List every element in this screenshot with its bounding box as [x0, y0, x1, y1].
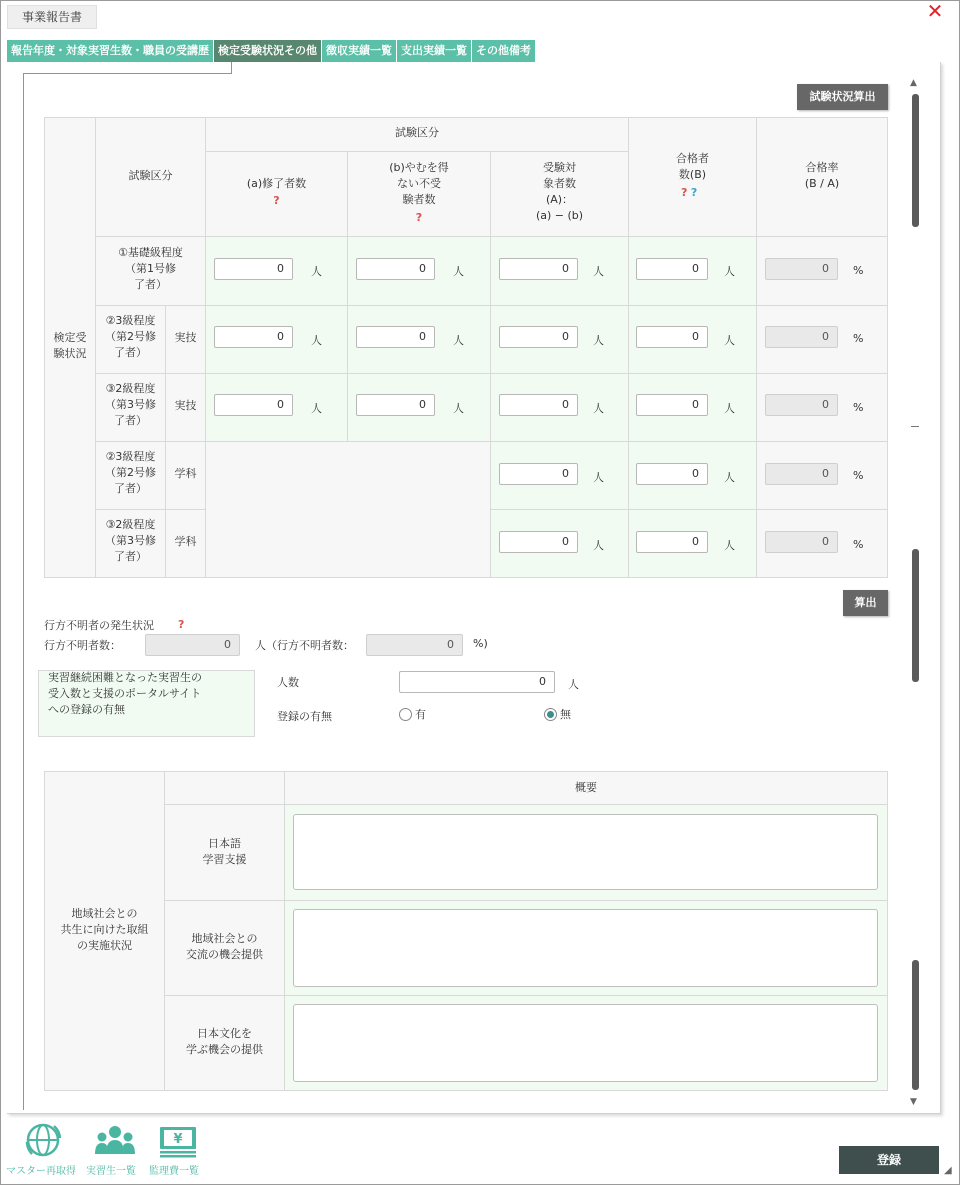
radio-yes-label[interactable]: 有: [415, 708, 426, 721]
row2-rate-unit: %: [853, 332, 864, 345]
row2-a-unit: 人: [311, 334, 322, 347]
row4-ab-input[interactable]: 0: [499, 463, 578, 485]
row1-pass-unit: 人: [724, 265, 735, 278]
radio-no[interactable]: [544, 708, 557, 721]
community-row2-textarea[interactable]: [293, 909, 878, 987]
row5-label: ③2級程度 （第3号修 了者）: [105, 518, 156, 563]
pass-help-icons: [681, 186, 697, 199]
nav-fees-label[interactable]: 監理費一覧: [149, 1166, 199, 1177]
nav-trainees-label[interactable]: 実習生一覧: [86, 1166, 136, 1177]
row3-ab-unit: 人: [593, 402, 604, 415]
col-a-label: (a)修了者数: [246, 177, 307, 190]
missing-rate-output: 0: [366, 634, 463, 656]
help-icon-a[interactable]: ?: [273, 194, 280, 207]
header-top-label: 試験区分: [395, 126, 439, 139]
col-category-label: 試験区分: [128, 169, 173, 182]
window-title: 事業報告書: [7, 5, 97, 29]
col-ab-label: 受験対 象者数 (A)： (a) − (b): [535, 161, 584, 222]
scroll-down-arrow[interactable]: ▼: [910, 1097, 917, 1107]
row4-pass-input[interactable]: 0: [636, 463, 708, 485]
tab-collection[interactable]: 徴収実績一覧: [322, 40, 396, 62]
row2-ab-unit: 人: [593, 334, 604, 347]
tab-expenses[interactable]: 支出実績一覧: [397, 40, 471, 62]
row2-sub-label: 実技: [174, 331, 197, 344]
missing-count-unit: 人（行方不明者数：: [255, 639, 354, 652]
row3-label: ③2級程度 （第3号修 了者）: [105, 382, 156, 427]
row4-ab-unit: 人: [593, 471, 604, 484]
help-icon-missing[interactable]: ?: [178, 618, 185, 631]
col-b-label: (b)やむを得 ない不受 験者数: [389, 161, 449, 206]
scrollbar-thumb-3[interactable]: [912, 960, 919, 1090]
row2-pass-input[interactable]: 0: [636, 326, 708, 348]
row2-b-unit: 人: [453, 334, 464, 347]
nav-master-label[interactable]: マスター再取得: [6, 1166, 76, 1177]
row3-rate-unit: %: [853, 401, 864, 414]
portal-reg-label: 登録の有無: [277, 710, 332, 723]
row5-pass-input[interactable]: 0: [636, 531, 708, 553]
row5-ab-input[interactable]: 0: [499, 531, 578, 553]
row2-ab-input[interactable]: 0: [499, 326, 578, 348]
tab-underline: [23, 73, 232, 74]
close-icon[interactable]: ✕: [926, 0, 944, 23]
row3-a-unit: 人: [311, 402, 322, 415]
globe-refresh-icon[interactable]: [24, 1120, 64, 1160]
help-icon-b[interactable]: ?: [415, 211, 423, 224]
row2-label: ②3級程度 （第2号修 了者）: [105, 314, 156, 359]
scroll-up-arrow[interactable]: ▲: [910, 78, 917, 88]
tab-bar: [7, 40, 536, 62]
scrollbar-thumb-2[interactable]: [912, 549, 919, 682]
community-group-label: 地域社会との 共生に向けた取組 の実施状況: [60, 907, 149, 952]
row1-rate-unit: %: [853, 264, 864, 277]
community-row3-textarea[interactable]: [293, 1004, 878, 1082]
row5-rate-output: 0: [765, 531, 838, 553]
row2-a-input[interactable]: 0: [214, 326, 293, 348]
row5-pass-unit: 人: [724, 539, 735, 552]
row1-ab-input[interactable]: 0: [499, 258, 578, 280]
row5-rate-unit: %: [853, 538, 864, 551]
scrollbar-mark: [911, 426, 919, 427]
community-summary-label: 概要: [575, 781, 597, 794]
portal-count-label: 人数: [277, 676, 299, 689]
row1-rate-output: 0: [765, 258, 838, 280]
row4-pass-unit: 人: [724, 471, 735, 484]
portal-label: 実習継続困難となった実習生の 受入数と支援のポータルサイト への登録の有無: [48, 671, 202, 716]
tab-report-year[interactable]: 報告年度・対象実習生数・職員の受講歴: [7, 40, 213, 62]
tab-exam-status[interactable]: 検定受験状況その他: [214, 40, 321, 62]
row4-label: ②3級程度 （第2号修 了者）: [105, 450, 156, 495]
col-pass-label: 合格者 数(B): [676, 152, 709, 181]
row1-a-input[interactable]: 0: [214, 258, 293, 280]
register-button[interactable]: 登録: [839, 1146, 939, 1174]
portal-count-unit: 人: [568, 678, 579, 691]
row2-pass-unit: 人: [724, 334, 735, 347]
row3-pass-unit: 人: [724, 402, 735, 415]
community-row1-textarea[interactable]: [293, 814, 878, 890]
rows45-blank-cell: [205, 441, 491, 578]
tab-notes[interactable]: その他備考: [472, 40, 535, 62]
row1-b-unit: 人: [453, 265, 464, 278]
calc-button[interactable]: 算出: [843, 590, 888, 616]
row4-sub-label: 学科: [174, 467, 197, 480]
missing-rate-unit: %): [473, 637, 488, 650]
col-rate-label: 合格率 (B / A): [804, 161, 840, 190]
missing-title: 行方不明者の発生状況: [44, 619, 154, 632]
row3-pass-input[interactable]: 0: [636, 394, 708, 416]
community-row2-label: 地域社会との 交流の機会提供: [186, 932, 263, 961]
row2-rate-output: 0: [765, 326, 838, 348]
row5-sub-label: 学科: [174, 535, 197, 548]
radio-yes[interactable]: [399, 708, 412, 721]
resize-grip-icon[interactable]: ◢: [944, 1165, 952, 1176]
row3-b-unit: 人: [453, 402, 464, 415]
help-icon-pass-teal[interactable]: ?: [690, 186, 698, 199]
community-row3-label: 日本文化を 学ぶ機会の提供: [186, 1027, 263, 1056]
row5-ab-unit: 人: [593, 539, 604, 552]
row1-b-input[interactable]: 0: [356, 258, 435, 280]
row1-label: ①基礎級程度 （第1号修 了者）: [118, 246, 183, 291]
yen-bill-icon[interactable]: [158, 1124, 198, 1158]
missing-count-output: 0: [145, 634, 240, 656]
community-row1-label: 日本語 学習支援: [202, 837, 247, 866]
community-blank-header: [164, 771, 285, 805]
missing-count-label: 行方不明者数：: [44, 639, 121, 652]
row1-a-unit: 人: [311, 265, 322, 278]
row-group-label: 検定受 験状況: [53, 331, 87, 360]
tab-connector: [231, 62, 232, 73]
row4-rate-unit: %: [853, 469, 864, 482]
row3-sub-label: 実技: [174, 399, 197, 412]
help-icon-pass-red[interactable]: ?: [681, 186, 688, 199]
svg-text:¥: ¥: [173, 1132, 183, 1147]
row2-b-input[interactable]: 0: [356, 326, 435, 348]
row1-pass-input[interactable]: 0: [636, 258, 708, 280]
row4-rate-output: 0: [765, 463, 838, 485]
calc-exam-button[interactable]: 試験状況算出: [797, 84, 888, 110]
row3-b-input[interactable]: 0: [356, 394, 435, 416]
portal-count-input[interactable]: 0: [399, 671, 555, 693]
row1-ab-unit: 人: [593, 265, 604, 278]
content-border: [23, 73, 24, 1110]
radio-no-label[interactable]: 無: [560, 708, 571, 721]
scrollbar-thumb-1[interactable]: [912, 94, 919, 227]
row3-a-input[interactable]: 0: [214, 394, 293, 416]
row3-ab-input[interactable]: 0: [499, 394, 578, 416]
row3-rate-output: 0: [765, 394, 838, 416]
people-group-icon[interactable]: [94, 1124, 136, 1158]
